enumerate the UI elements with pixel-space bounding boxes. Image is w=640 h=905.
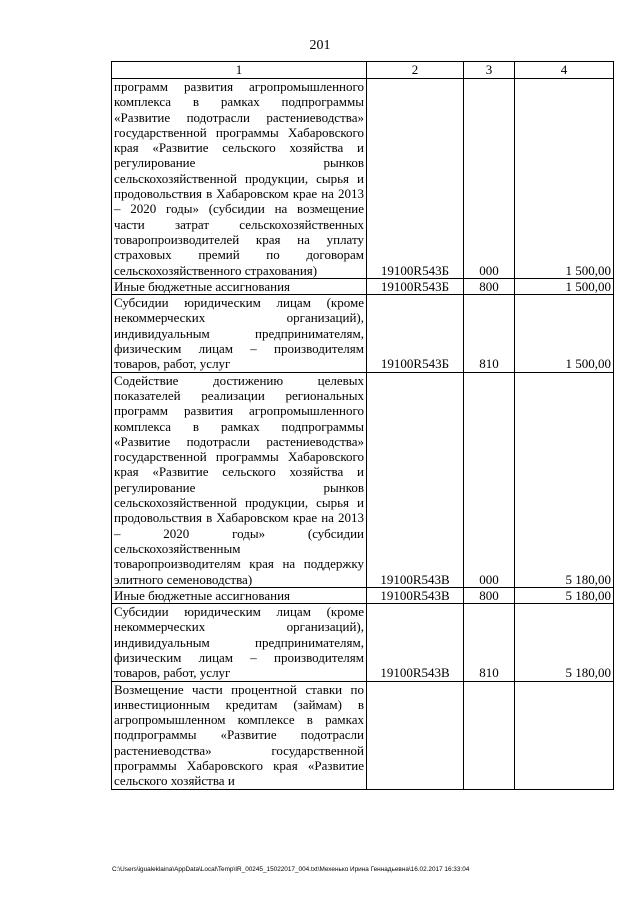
row-type: 000 (464, 372, 515, 587)
row-sum: 5 180,00 (515, 372, 614, 587)
row-name-cell (112, 587, 367, 603)
table-row (112, 295, 614, 372)
row-name-cell (112, 372, 367, 587)
row-name: Возмещение части процентной ставки по инвестиционным кредитам (займам) в агропромышленном комплексе в рамках подпрограммы «Развитие подотрасли растениеводства» государственной программы Хабаровского края «Развитие сельского хозяйства и (114, 681, 364, 789)
row-sum (515, 681, 614, 789)
row-name-cell (112, 681, 367, 789)
row-code: 19100R543В (367, 372, 464, 587)
row-type: 810 (464, 295, 515, 372)
row-type (464, 681, 515, 789)
row-code: 19100R543Б (367, 295, 464, 372)
table-row (112, 79, 614, 279)
row-name-cell (112, 604, 367, 681)
row-type: 800 (464, 587, 515, 603)
row-type: 000 (464, 79, 515, 279)
footer-file-path: C:\Users\igualeklaina\AppData\Local\Temp\IR_00245_15022017_004.txt\Мехенько Ирина Геннадьевна\16.02.2017 16:33:04 (112, 866, 470, 873)
table-header-row (112, 62, 614, 79)
table-row (112, 681, 614, 789)
row-code: 19100R543В (367, 604, 464, 681)
row-code: 19100R543Б (367, 79, 464, 279)
row-name-cell (112, 79, 367, 279)
row-name: Иные бюджетные ассигнования (114, 587, 291, 603)
column-header-code: 2 (367, 62, 464, 79)
row-name: Субсидии юридическим лицам (кроме некоммерческих организаций), индивидуальным предпринимателям, физическим лицам – производителям товаров, работ, услуг (114, 604, 364, 681)
row-name: Содействие достижению целевых показателей реализации региональных программ развития агропромышленного комплекса в рамках подпрограммы «Развитие подотрасли растениеводства» государственной программы Хабаровского края «Развитие сельского хозяйства и регулирование рынков сельскохозяйственной продукции, сырья и продовольствия в Хабаровском крае на 2013 – 2020 годы» (субсидии сельскохозяйственным товаропроизводителям края на поддержку элитного семеноводства) (114, 372, 364, 587)
column-header-type: 3 (464, 62, 515, 79)
column-header-sum: 4 (515, 62, 614, 79)
row-code (367, 681, 464, 789)
table-row (112, 587, 614, 603)
row-sum: 5 180,00 (515, 587, 614, 603)
table-row (112, 278, 614, 294)
column-header-name: 1 (112, 62, 367, 79)
row-code: 19100R543В (367, 587, 464, 603)
row-name: программ развития агропромышленного комплекса в рамках подпрограммы «Развитие подотрасли растениеводства» государственной программы Хабаровского края «Развитие сельского хозяйства и регулирование рынков сельскохозяйственной продукции, сырья и продовольствия в Хабаровском крае на 2013 – 2020 годы» (субсидии на возмещение части затрат сельскохозяйственных товаропроизводителей края на уплату страховых премий по договорам сельскохозяйственного страхования) (114, 79, 364, 278)
row-type: 810 (464, 604, 515, 681)
budget-table (111, 61, 614, 790)
row-sum: 1 500,00 (515, 295, 614, 372)
table-row (112, 604, 614, 681)
table-row (112, 372, 614, 587)
page-number: 201 (309, 38, 331, 53)
row-sum: 5 180,00 (515, 604, 614, 681)
row-sum: 1 500,00 (515, 79, 614, 279)
row-type: 800 (464, 278, 515, 294)
row-code: 19100R543Б (367, 278, 464, 294)
row-name-cell (112, 295, 367, 372)
row-name-cell (112, 278, 367, 294)
row-sum: 1 500,00 (515, 278, 614, 294)
row-name: Иные бюджетные ассигнования (114, 278, 291, 294)
row-name: Субсидии юридическим лицам (кроме некоммерческих организаций), индивидуальным предпринимателям, физическим лицам – производителям товаров, работ, услуг (114, 295, 364, 372)
